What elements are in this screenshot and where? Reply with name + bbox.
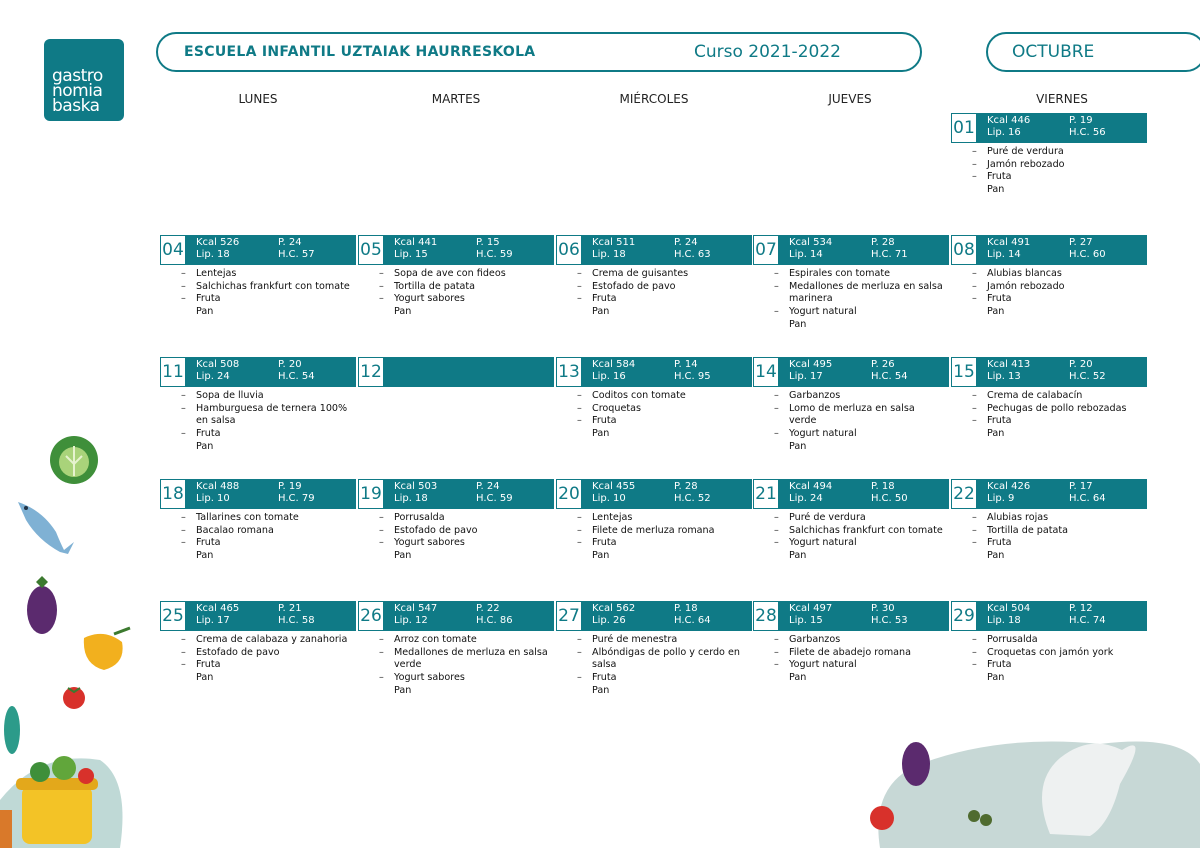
lipids-value: Lip. 14: [789, 249, 823, 260]
carbs-value: H.C. 64: [1069, 493, 1106, 504]
day-number: 11: [160, 357, 186, 387]
dayname-lunes: LUNES: [238, 92, 278, 106]
carbs-value: H.C. 52: [1069, 371, 1106, 382]
menu-list: [951, 512, 1147, 563]
menu-item: – Salchichas frankfurt con tomate: [753, 525, 949, 538]
menu-item: Pan: [196, 550, 214, 562]
carbs-value: H.C. 54: [278, 371, 315, 382]
carbs-value: H.C. 86: [476, 615, 513, 626]
kcal-value: Kcal 446: [987, 115, 1031, 126]
kcal-value: Kcal 455: [592, 481, 636, 492]
menu-item: Pan: [394, 684, 412, 696]
menu-item: – Albóndigas de pollo y cerdo en: [556, 647, 752, 660]
protein-value: P. 19: [278, 481, 302, 492]
protein-value: P. 20: [278, 359, 302, 370]
menu-list: [358, 512, 554, 563]
day-number: 27: [556, 601, 582, 631]
menu-item: – Fruta: [160, 293, 356, 306]
menu-item: – Arroz con tomate: [358, 634, 554, 647]
menu-item: – Lentejas: [160, 268, 356, 281]
day-cell-12: [358, 357, 554, 390]
lipids-value: Lip. 15: [789, 615, 823, 626]
day-cell-19: [358, 479, 554, 563]
header-banner: [156, 32, 922, 72]
lipids-value: Lip. 12: [394, 615, 428, 626]
carbs-value: H.C. 74: [1069, 615, 1106, 626]
lipids-value: Lip. 15: [394, 249, 428, 260]
kcal-value: Kcal 495: [789, 359, 833, 370]
menu-item: – Filete de merluza romana: [556, 525, 752, 538]
nutrition-bar: [753, 479, 949, 509]
menu-item: – Crema de calabaza y zanahoria: [160, 634, 356, 647]
protein-value: P. 14: [674, 359, 698, 370]
menu-item: marinera: [789, 293, 833, 305]
menu-list: [951, 390, 1147, 441]
nutrition-bar: [160, 235, 356, 265]
menu-list: [556, 634, 752, 698]
day-cell-15: [951, 357, 1147, 441]
menu-item: – Fruta: [160, 659, 356, 672]
carbs-value: H.C. 54: [871, 371, 908, 382]
nutrition-bar: [358, 601, 554, 631]
carbs-value: H.C. 53: [871, 615, 908, 626]
day-cell-11: [160, 357, 356, 454]
pepper-icon: [74, 624, 136, 674]
menu-item: – Alubias blancas: [951, 268, 1147, 281]
dayname-jueves: JUEVES: [828, 92, 872, 106]
day-cell-22: [951, 479, 1147, 563]
day-number: 22: [951, 479, 977, 509]
menu-item: Pan: [592, 306, 610, 318]
menu-item: – Fruta: [160, 428, 356, 441]
day-cell-07: [753, 235, 949, 332]
menu-list: [556, 390, 752, 441]
menu-item: – Fruta: [160, 537, 356, 550]
logo-line-3: baska: [52, 96, 100, 116]
menu-item: – Crema de calabacín: [951, 390, 1147, 403]
lipids-value: Lip. 26: [592, 615, 626, 626]
nutrition-bar: [951, 235, 1147, 265]
carbs-value: H.C. 79: [278, 493, 315, 504]
menu-item: – Fruta: [556, 293, 752, 306]
menu-list: [753, 268, 949, 332]
carbs-value: H.C. 56: [1069, 127, 1106, 138]
menu-item: Pan: [987, 306, 1005, 318]
menu-list: [753, 512, 949, 563]
menu-item: verde: [394, 659, 422, 671]
menu-item: Pan: [987, 184, 1005, 196]
day-number: 25: [160, 601, 186, 631]
carbs-value: H.C. 57: [278, 249, 315, 260]
day-cell-18: [160, 479, 356, 563]
menu-item: Pan: [592, 550, 610, 562]
menu-item: – Garbanzos: [753, 634, 949, 647]
month-name: OCTUBRE: [1012, 42, 1095, 62]
day-number: 26: [358, 601, 384, 631]
menu-item: Pan: [592, 684, 610, 696]
lipids-value: Lip. 14: [987, 249, 1021, 260]
menu-item: Pan: [789, 440, 807, 452]
lipids-value: Lip. 18: [196, 249, 230, 260]
protein-value: P. 15: [476, 237, 500, 248]
carbs-value: H.C. 95: [674, 371, 711, 382]
lettuce-icon: [46, 432, 102, 488]
kcal-value: Kcal 441: [394, 237, 438, 248]
kcal-value: Kcal 497: [789, 603, 833, 614]
protein-value: P. 28: [871, 237, 895, 248]
day-number: 29: [951, 601, 977, 631]
school-name: ESCUELA INFANTIL UZTAIAK HAURRESKOLA: [184, 44, 536, 60]
menu-item: – Yogurt sabores: [358, 293, 554, 306]
protein-value: P. 28: [674, 481, 698, 492]
menu-item: Pan: [196, 672, 214, 684]
menu-item: – Garbanzos: [753, 390, 949, 403]
protein-value: P. 22: [476, 603, 500, 614]
menu-item: – Fruta: [556, 415, 752, 428]
menu-item: Pan: [394, 550, 412, 562]
carbs-value: H.C. 50: [871, 493, 908, 504]
menu-item: – Fruta: [951, 537, 1147, 550]
nutrition-bar: [951, 113, 1147, 143]
menu-item: – Tallarines con tomate: [160, 512, 356, 525]
day-number: 15: [951, 357, 977, 387]
nutrition-bar: [556, 479, 752, 509]
lipids-value: Lip. 17: [789, 371, 823, 382]
day-number: 12: [358, 357, 384, 387]
menu-item: – Fruta: [951, 293, 1147, 306]
nutrition-bar: [556, 235, 752, 265]
dayname-viernes: VIERNES: [1036, 92, 1088, 106]
lipids-value: Lip. 10: [592, 493, 626, 504]
day-cell-28: [753, 601, 949, 685]
dayname-martes: MARTES: [431, 92, 481, 106]
nutrition-bar: [556, 357, 752, 387]
day-cell-06: [556, 235, 752, 319]
menu-item: – Alubias rojas: [951, 512, 1147, 525]
menu-item: – Tortilla de patata: [951, 525, 1147, 538]
menu-item: – Fruta: [556, 672, 752, 685]
menu-item: – Croquetas con jamón york: [951, 647, 1147, 660]
nutrition-bar: [753, 357, 949, 387]
nutrition-bar: [358, 479, 554, 509]
fish-icon: [12, 492, 78, 558]
menu-list: [951, 268, 1147, 319]
day-cell-20: [556, 479, 752, 563]
nutrition-bar: [951, 479, 1147, 509]
menu-item: Pan: [789, 318, 807, 330]
lipids-value: Lip. 16: [592, 371, 626, 382]
menu-list: [358, 634, 554, 698]
protein-value: P. 18: [871, 481, 895, 492]
logo-line-2: nomia: [52, 81, 103, 101]
kcal-value: Kcal 584: [592, 359, 636, 370]
day-number: 08: [951, 235, 977, 265]
menu-list: [160, 634, 356, 685]
carbs-value: H.C. 52: [674, 493, 711, 504]
day-cell-08: [951, 235, 1147, 319]
menu-item: Pan: [196, 306, 214, 318]
menu-item: – Puré de menestra: [556, 634, 752, 647]
nutrition-bar: [753, 601, 949, 631]
day-number: 21: [753, 479, 779, 509]
menu-item: Pan: [196, 440, 214, 452]
menu-item: – Yogurt natural: [753, 428, 949, 441]
menu-item: Pan: [987, 550, 1005, 562]
menu-item: Pan: [789, 672, 807, 684]
kcal-value: Kcal 413: [987, 359, 1031, 370]
chef-hat-illustration: [860, 724, 1200, 848]
menu-item: – Croquetas: [556, 403, 752, 416]
menu-item: – Yogurt natural: [753, 659, 949, 672]
course-year: Curso 2021-2022: [694, 42, 841, 62]
menu-list: [556, 512, 752, 563]
menu-item: – Yogurt natural: [753, 537, 949, 550]
menu-item: – Salchichas frankfurt con tomate: [160, 281, 356, 294]
menu-item: – Yogurt sabores: [358, 537, 554, 550]
menu-item: en salsa: [196, 415, 236, 427]
menu-item: – Porrusalda: [358, 512, 554, 525]
protein-value: P. 30: [871, 603, 895, 614]
lipids-value: Lip. 18: [394, 493, 428, 504]
lipids-value: Lip. 10: [196, 493, 230, 504]
carbs-value: H.C. 60: [1069, 249, 1106, 260]
kcal-value: Kcal 562: [592, 603, 636, 614]
menu-item: – Yogurt natural: [753, 306, 949, 319]
protein-value: P. 21: [278, 603, 302, 614]
protein-value: P. 17: [1069, 481, 1093, 492]
lipids-value: Lip. 18: [592, 249, 626, 260]
kcal-value: Kcal 526: [196, 237, 240, 248]
menu-item: – Porrusalda: [951, 634, 1147, 647]
kcal-value: Kcal 511: [592, 237, 636, 248]
menu-item: – Puré de verdura: [951, 146, 1147, 159]
menu-item: – Fruta: [951, 659, 1147, 672]
day-cell-01: [951, 113, 1147, 197]
dayname-miercoles: MIÉRCOLES: [619, 92, 689, 106]
day-number: 18: [160, 479, 186, 509]
day-number: 13: [556, 357, 582, 387]
day-cell-13: [556, 357, 752, 441]
menu-item: – Puré de verdura: [753, 512, 949, 525]
kcal-value: Kcal 494: [789, 481, 833, 492]
menu-item: salsa: [592, 659, 617, 671]
protein-value: P. 20: [1069, 359, 1093, 370]
lipids-value: Lip. 9: [987, 493, 1015, 504]
nutrition-bar: [358, 235, 554, 265]
menu-item: – Lentejas: [556, 512, 752, 525]
menu-item: Pan: [394, 306, 412, 318]
nutrition-bar: [160, 479, 356, 509]
nutrition-bar: [753, 235, 949, 265]
protein-value: P. 27: [1069, 237, 1093, 248]
menu-item: – Espirales con tomate: [753, 268, 949, 281]
protein-value: P. 24: [278, 237, 302, 248]
menu-item: verde: [789, 415, 817, 427]
month-banner: [986, 32, 1200, 72]
menu-item: Pan: [987, 672, 1005, 684]
kcal-value: Kcal 488: [196, 481, 240, 492]
cooking-pot-illustration: [0, 690, 130, 848]
menu-item: – Estofado de pavo: [556, 281, 752, 294]
menu-item: – Estofado de pavo: [358, 525, 554, 538]
day-number: 04: [160, 235, 186, 265]
day-cell-05: [358, 235, 554, 319]
menu-item: – Medallones de merluza en salsa: [358, 647, 554, 660]
menu-item: Pan: [789, 550, 807, 562]
kcal-value: Kcal 465: [196, 603, 240, 614]
kcal-value: Kcal 534: [789, 237, 833, 248]
gastronomia-baska-logo: [44, 39, 124, 121]
menu-item: – Jamón rebozado: [951, 281, 1147, 294]
menu-item: – Bacalao romana: [160, 525, 356, 538]
menu-item: – Filete de abadejo romana: [753, 647, 949, 660]
kcal-value: Kcal 504: [987, 603, 1031, 614]
carbs-value: H.C. 63: [674, 249, 711, 260]
day-cell-21: [753, 479, 949, 563]
kcal-value: Kcal 503: [394, 481, 438, 492]
menu-item: – Crema de guisantes: [556, 268, 752, 281]
menu-item: – Hamburguesa de ternera 100%: [160, 403, 356, 416]
menu-item: – Tortilla de patata: [358, 281, 554, 294]
menu-item: – Estofado de pavo: [160, 647, 356, 660]
lipids-value: Lip. 13: [987, 371, 1021, 382]
day-cell-25: [160, 601, 356, 685]
menu-list: [556, 268, 752, 319]
menu-list: [160, 512, 356, 563]
day-number: 28: [753, 601, 779, 631]
kcal-value: Kcal 508: [196, 359, 240, 370]
menu-list: [753, 390, 949, 454]
eggplant-icon: [22, 574, 62, 636]
carbs-value: H.C. 71: [871, 249, 908, 260]
carbs-value: H.C. 59: [476, 249, 513, 260]
nutrition-bar: [160, 601, 356, 631]
logo-line-1: gastro: [52, 66, 103, 86]
menu-list: [951, 634, 1147, 685]
nutrition-bar: [358, 357, 554, 387]
protein-value: P. 18: [674, 603, 698, 614]
protein-value: P. 26: [871, 359, 895, 370]
menu-list: [951, 146, 1147, 197]
protein-value: P. 24: [476, 481, 500, 492]
menu-item: – Medallones de merluza en salsa: [753, 281, 949, 294]
menu-item: – Yogurt sabores: [358, 672, 554, 685]
nutrition-bar: [951, 357, 1147, 387]
menu-item: – Pechugas de pollo rebozadas: [951, 403, 1147, 416]
nutrition-bar: [556, 601, 752, 631]
menu-item: – Fruta: [951, 171, 1147, 184]
day-cell-14: [753, 357, 949, 454]
lipids-value: Lip. 18: [987, 615, 1021, 626]
day-cell-29: [951, 601, 1147, 685]
day-number: 20: [556, 479, 582, 509]
lipids-value: Lip. 16: [987, 127, 1021, 138]
day-number: 19: [358, 479, 384, 509]
day-cell-26: [358, 601, 554, 698]
carbs-value: H.C. 64: [674, 615, 711, 626]
day-cell-04: [160, 235, 356, 319]
menu-list: [160, 268, 356, 319]
day-cell-27: [556, 601, 752, 698]
day-number: 07: [753, 235, 779, 265]
menu-list: [753, 634, 949, 685]
menu-item: Pan: [592, 428, 610, 440]
menu-item: – Fruta: [951, 415, 1147, 428]
carbs-value: H.C. 58: [278, 615, 315, 626]
protein-value: P. 24: [674, 237, 698, 248]
day-number: 01: [951, 113, 977, 143]
protein-value: P. 19: [1069, 115, 1093, 126]
kcal-value: Kcal 547: [394, 603, 438, 614]
lipids-value: Lip. 24: [196, 371, 230, 382]
menu-item: – Lomo de merluza en salsa: [753, 403, 949, 416]
menu-item: – Coditos con tomate: [556, 390, 752, 403]
menu-item: – Jamón rebozado: [951, 159, 1147, 172]
day-number: 05: [358, 235, 384, 265]
menu-item: Pan: [987, 428, 1005, 440]
day-number: 14: [753, 357, 779, 387]
protein-value: P. 12: [1069, 603, 1093, 614]
menu-item: – Fruta: [556, 537, 752, 550]
menu-list: [160, 390, 356, 454]
lipids-value: Lip. 17: [196, 615, 230, 626]
menu-item: – Sopa de lluvia: [160, 390, 356, 403]
day-number: 06: [556, 235, 582, 265]
nutrition-bar: [951, 601, 1147, 631]
menu-list: [358, 268, 554, 319]
kcal-value: Kcal 491: [987, 237, 1031, 248]
menu-item: – Sopa de ave con fideos: [358, 268, 554, 281]
kcal-value: Kcal 426: [987, 481, 1031, 492]
nutrition-bar: [160, 357, 356, 387]
carbs-value: H.C. 59: [476, 493, 513, 504]
lipids-value: Lip. 24: [789, 493, 823, 504]
